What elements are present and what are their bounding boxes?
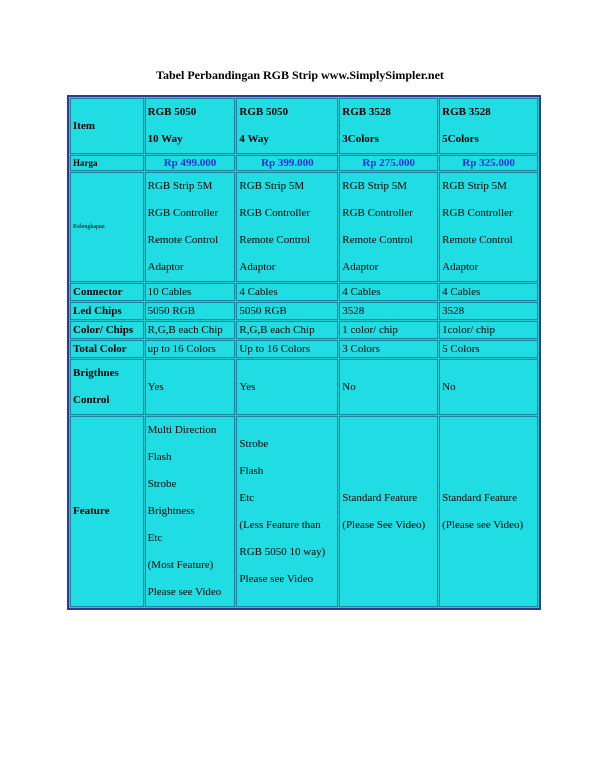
header-col-3 bbox=[339, 98, 438, 154]
header-item: Item bbox=[70, 98, 144, 154]
header-col-3-variant: 3Colors bbox=[342, 133, 379, 145]
feature-item: Strobe bbox=[147, 478, 177, 490]
feature-item: Flash bbox=[239, 464, 264, 477]
color-chips-value: R,G,B each Chip bbox=[145, 321, 236, 339]
led-chips-value: 3528 bbox=[339, 302, 438, 320]
led-chips-label: Led Chips bbox=[70, 302, 144, 320]
feature-item: Multi Direction bbox=[147, 424, 217, 436]
kelengkapan-item: RGB Strip 5M bbox=[442, 180, 507, 192]
kelengkapan-item: Adaptor bbox=[342, 261, 379, 273]
feature-item: Standard Feature bbox=[342, 491, 418, 504]
kelengkapan-item: RGB Controller bbox=[342, 207, 413, 219]
kelengkapan-item: RGB Strip 5M bbox=[147, 180, 213, 192]
price-row bbox=[70, 155, 538, 171]
feature-item: Strobe bbox=[239, 437, 269, 450]
kelengkapan-label: Kelengkapan bbox=[70, 172, 144, 282]
led-chips-value: 3528 bbox=[439, 302, 538, 320]
page-title: Tabel Perbandingan RGB Strip www.SimplySimpler.net bbox=[156, 68, 444, 82]
feature-item: Brightness bbox=[147, 505, 195, 517]
header-col-1-model: RGB 5050 bbox=[147, 106, 197, 118]
header-col-2-model: RGB 5050 bbox=[239, 106, 288, 118]
brightness-label-line-2: Control bbox=[73, 394, 110, 406]
led-chips-row bbox=[70, 302, 538, 320]
connector-label: Connector bbox=[70, 283, 144, 301]
kelengkapan-item: RGB Strip 5M bbox=[342, 180, 408, 192]
kelengkapan-cell bbox=[236, 172, 338, 282]
color-chips-label: Color/ Chips bbox=[70, 321, 144, 339]
color-chips-value: 1color/ chip bbox=[439, 321, 538, 339]
header-col-1 bbox=[145, 98, 236, 154]
feature-item: Flash bbox=[147, 451, 172, 463]
brightness-value: Yes bbox=[236, 359, 338, 415]
brightness-label-line-1: Brigthnes bbox=[73, 367, 119, 379]
total-color-value: up to 16 Colors bbox=[145, 340, 236, 358]
price-value: Rp 325.000 bbox=[439, 155, 538, 171]
price-label: Harga bbox=[70, 155, 144, 171]
feature-cell bbox=[339, 416, 438, 607]
header-col-2-variant: 4 Way bbox=[239, 133, 269, 145]
header-col-4-variant: 5Colors bbox=[442, 133, 479, 145]
feature-item: Please see Video bbox=[147, 586, 222, 598]
kelengkapan-item: RGB Strip 5M bbox=[239, 180, 305, 192]
feature-cell bbox=[439, 416, 538, 607]
kelengkapan-item: Remote Control bbox=[239, 234, 310, 246]
total-color-label: Total Color bbox=[70, 340, 144, 358]
feature-item: Please see Video bbox=[239, 572, 314, 585]
feature-item: (Most Feature) bbox=[147, 559, 214, 571]
color-chips-value: 1 color/ chip bbox=[339, 321, 438, 339]
brightness-value: No bbox=[339, 359, 438, 415]
connector-value: 4 Cables bbox=[339, 283, 438, 301]
header-col-4 bbox=[439, 98, 538, 154]
kelengkapan-row bbox=[70, 172, 538, 282]
brightness-label bbox=[70, 359, 144, 415]
total-color-value: 3 Colors bbox=[339, 340, 438, 358]
brightness-row bbox=[70, 359, 538, 415]
connector-value: 10 Cables bbox=[145, 283, 236, 301]
kelengkapan-item: Adaptor bbox=[442, 261, 479, 273]
kelengkapan-item: RGB Controller bbox=[147, 207, 219, 219]
comparison-table bbox=[67, 95, 541, 610]
feature-item: (Please See Video) bbox=[342, 518, 426, 531]
connector-row bbox=[70, 283, 538, 301]
kelengkapan-item: Remote Control bbox=[147, 234, 219, 246]
connector-value: 4 Cables bbox=[236, 283, 338, 301]
price-value: Rp 275.000 bbox=[339, 155, 438, 171]
feature-item: Standard Feature bbox=[442, 491, 517, 504]
feature-item: (Less Feature than bbox=[239, 518, 321, 531]
kelengkapan-item: Adaptor bbox=[239, 261, 276, 273]
brightness-value: Yes bbox=[145, 359, 236, 415]
feature-label: Feature bbox=[70, 416, 144, 607]
feature-item: (Please see Video) bbox=[442, 518, 524, 531]
feature-cell bbox=[236, 416, 338, 607]
kelengkapan-item: RGB Controller bbox=[239, 207, 310, 219]
price-value: Rp 499.000 bbox=[145, 155, 236, 171]
color-chips-row bbox=[70, 321, 538, 339]
header-col-2 bbox=[236, 98, 338, 154]
kelengkapan-item: Remote Control bbox=[442, 234, 513, 246]
kelengkapan-item: Remote Control bbox=[342, 234, 413, 246]
feature-row bbox=[70, 416, 538, 607]
feature-item: Etc bbox=[147, 532, 163, 544]
kelengkapan-cell bbox=[439, 172, 538, 282]
total-color-value: Up to 16 Colors bbox=[236, 340, 338, 358]
connector-value: 4 Cables bbox=[439, 283, 538, 301]
kelengkapan-item: RGB Controller bbox=[442, 207, 513, 219]
header-col-1-variant: 10 Way bbox=[147, 133, 183, 145]
kelengkapan-cell bbox=[145, 172, 236, 282]
total-color-row bbox=[70, 340, 538, 358]
led-chips-value: 5050 RGB bbox=[145, 302, 236, 320]
header-col-3-model: RGB 3528 bbox=[342, 106, 391, 118]
header-row bbox=[70, 98, 538, 154]
color-chips-value: R,G,B each Chip bbox=[236, 321, 338, 339]
header-col-4-model: RGB 3528 bbox=[442, 106, 491, 118]
total-color-value: 5 Colors bbox=[439, 340, 538, 358]
kelengkapan-item: Adaptor bbox=[147, 261, 184, 273]
feature-item: Etc bbox=[239, 491, 255, 504]
feature-cell bbox=[145, 416, 236, 607]
price-value: Rp 399.000 bbox=[236, 155, 338, 171]
kelengkapan-cell bbox=[339, 172, 438, 282]
led-chips-value: 5050 RGB bbox=[236, 302, 338, 320]
brightness-value: No bbox=[439, 359, 538, 415]
feature-item: RGB 5050 10 way) bbox=[239, 545, 326, 558]
